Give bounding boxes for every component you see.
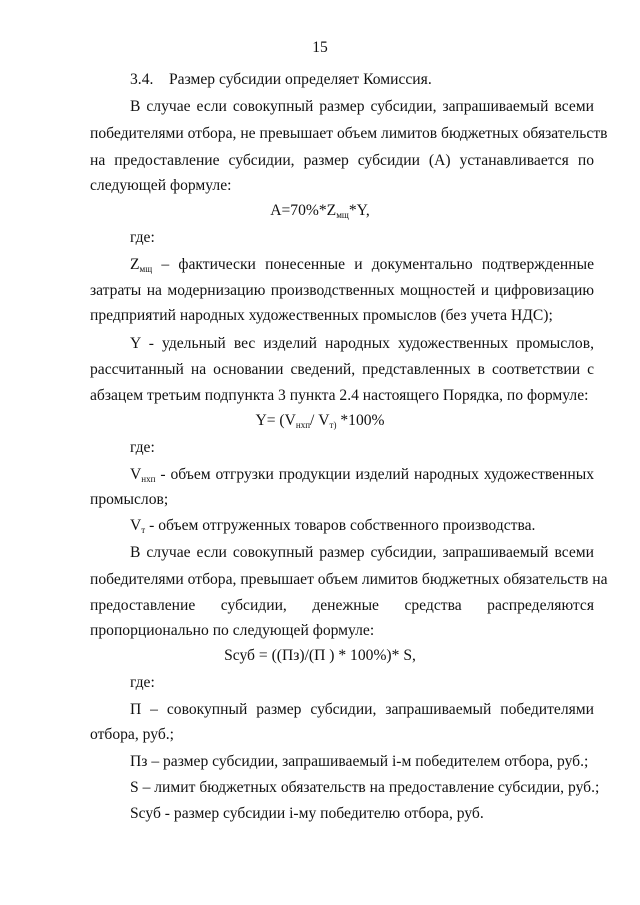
p-definition: П – совокупный размер субсидии, запрашиваемый победителями (130, 701, 594, 718)
section-heading (130, 70, 634, 90)
paragraph-line: затраты на модернизацию производственных мощностей и цифровизацию (90, 282, 594, 299)
paragraph-line: В случае если совокупный размер субсидии, запрашиваемый всеми (130, 98, 594, 115)
where-label: где: (130, 674, 155, 691)
formula-s: Sсуб = ((Пз)/(П ) * 100%)* S, (224, 647, 416, 664)
z-definition: $Z_{мщ}$ – фактически понесенные и документально подтвержденные (130, 256, 594, 274)
v-definition: $V_{нхп}$ - объем отгрузки продукции изделий народных художественных (130, 466, 594, 484)
paragraph-line: на предоставление субсидии, размер субсидии (А) устанавливается по (90, 152, 594, 169)
vt-definition: $V_т$ - объем отгруженных товаров собственного производства. (130, 517, 536, 535)
paragraph-line: пропорционально по следующей формуле: (90, 622, 375, 639)
page-number: 15 (312, 39, 328, 56)
paragraph-line: победителями отбора, превышает объем лимитов бюджетных обязательств на (90, 571, 608, 588)
paragraph-line: абзацем третьим подпункта 3 пункта 2.4 настоящего Порядка, по формуле: (90, 387, 589, 404)
paragraph-line: рассчитанный на основании сведений, представленных в соответствии с (90, 361, 594, 378)
formula-y: $Y= (V_{нхп}/$ $V_{т)}$ *100% (255, 412, 385, 430)
paragraph-line: отбора, руб.; (90, 726, 174, 743)
section-heading-text: Размер субсидии определяет Комиссия. (168, 71, 432, 88)
paragraph-line: следующей формуле: (90, 177, 232, 194)
paragraph-line: предоставление субсидии, денежные средства распределяются (90, 597, 594, 614)
s-definition: S – лимит бюджетных обязательств на предоставление субсидии, руб.; (130, 779, 600, 796)
ssub-definition: Sсуб - размер субсидии i-му победителю отбора, руб. (130, 805, 484, 822)
pz-definition: Пз – размер субсидии, запрашиваемый i-м победителем отбора, руб.; (130, 753, 589, 770)
section-number: 3.4. (130, 71, 154, 88)
y-definition: Y - удельный вес изделий народных художественных промыслов, (130, 335, 594, 352)
where-label: где: (130, 439, 155, 456)
paragraph-line: победителями отбора, не превышает объем лимитов бюджетных обязательств (90, 125, 608, 142)
paragraph-line: В случае если совокупный размер субсидии, запрашиваемый всеми (130, 544, 594, 561)
formula-a: $А=70\%*Z_{мщ}*Y$, (270, 202, 370, 220)
paragraph-line: предприятий народных художественных промыслов (без учета НДС); (90, 307, 553, 324)
where-label: где: (130, 229, 155, 246)
paragraph-line: промыслов; (90, 491, 169, 508)
